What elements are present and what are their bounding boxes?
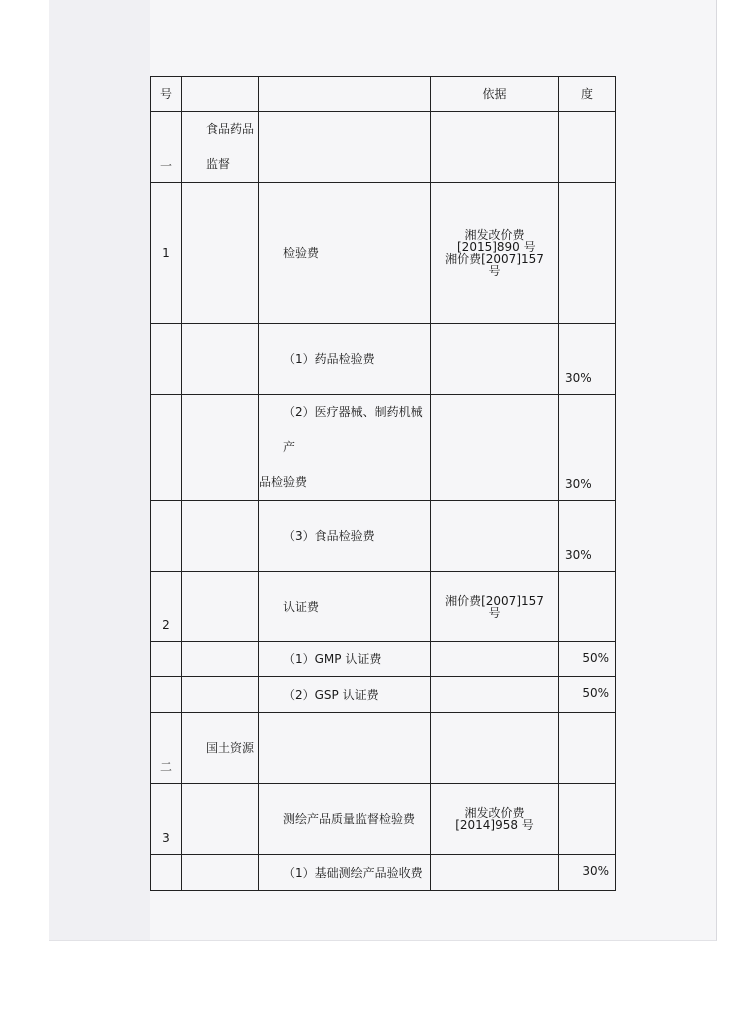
item-cell: （3）食品检验费 [259,501,431,572]
basis-line: 湘价费[2007]157 [445,252,544,266]
table-row [151,112,616,183]
rate-cell: 30% [559,324,616,395]
table-row [151,572,616,642]
item-line: 品检验费 [259,475,308,489]
basis-line: 湘发改价费 [464,806,525,820]
header-dept [182,77,259,112]
header-item [259,77,431,112]
fee-table [150,76,616,891]
table-row [151,677,616,713]
row-number [151,855,182,891]
rate-cell [559,784,616,855]
page-margin-shade [49,0,150,940]
basis-cell [431,572,559,642]
item-cell: （1）GMP 认证费 [259,642,431,677]
rate-cell: 50% [559,642,616,677]
row-number: 一 [151,112,182,183]
table-row [151,501,616,572]
row-number [151,642,182,677]
basis-line: 号 [488,605,501,620]
row-number [151,677,182,713]
header-rate: 度 [559,77,616,112]
item-cell [259,395,431,501]
table-row [151,642,616,677]
table-row [151,784,616,855]
department-cell [182,642,259,677]
basis-cell [431,501,559,572]
row-number [151,395,182,501]
basis-line: 湘发改价费 [464,228,525,242]
table-row [151,855,616,891]
rate-cell: 30% [559,501,616,572]
department-line: 食品药品 [206,122,255,136]
basis-line: [2015]890 号 [457,240,536,254]
item-cell: （1）基础测绘产品验收费 [259,855,431,891]
row-number: 二 [151,713,182,784]
row-number: 1 [151,183,182,324]
item-cell [259,713,431,784]
basis-cell [431,395,559,501]
department-line: 监督 [206,157,231,171]
header-basis: 依据 [431,77,559,112]
basis-cell [431,183,559,324]
item-cell: 检验费 [259,183,431,324]
rate-cell: 30% [559,855,616,891]
department-cell [182,324,259,395]
department-cell [182,855,259,891]
basis-cell [431,784,559,855]
basis-cell [431,642,559,677]
basis-line: 湘价费[2007]157 [445,593,544,608]
item-cell: （2）GSP 认证费 [259,677,431,713]
item-cell [259,112,431,183]
rate-cell [559,183,616,324]
basis-cell [431,324,559,395]
item-cell: （1）药品检验费 [259,324,431,395]
row-number [151,501,182,572]
row-number: 2 [151,572,182,642]
department-cell [182,501,259,572]
rate-cell [559,112,616,183]
item-cell: 认证费 [259,572,431,642]
table-header-row [151,77,616,112]
rate-cell [559,572,616,642]
basis-cell [431,112,559,183]
rate-cell [559,713,616,784]
item-cell: 测绘产品质量监督检验费 [259,784,431,855]
basis-cell [431,855,559,891]
table-row [151,395,616,501]
basis-cell [431,677,559,713]
department-cell [182,395,259,501]
department-cell: 国土资源 [182,713,259,784]
basis-line: [2014]958 号 [455,818,534,832]
rate-cell: 30% [559,395,616,501]
basis-line: 号 [488,264,501,278]
table-row [151,713,616,784]
department-cell [182,572,259,642]
table-row [151,183,616,324]
header-no: 号 [151,77,182,112]
department-cell [182,183,259,324]
basis-cell [431,713,559,784]
department-cell [182,784,259,855]
department-cell [182,677,259,713]
table-row [151,324,616,395]
row-number [151,324,182,395]
department-cell [182,112,259,183]
row-number: 3 [151,784,182,855]
rate-cell: 50% [559,677,616,713]
item-line: （2）医疗器械、制药机械产 [283,405,423,454]
